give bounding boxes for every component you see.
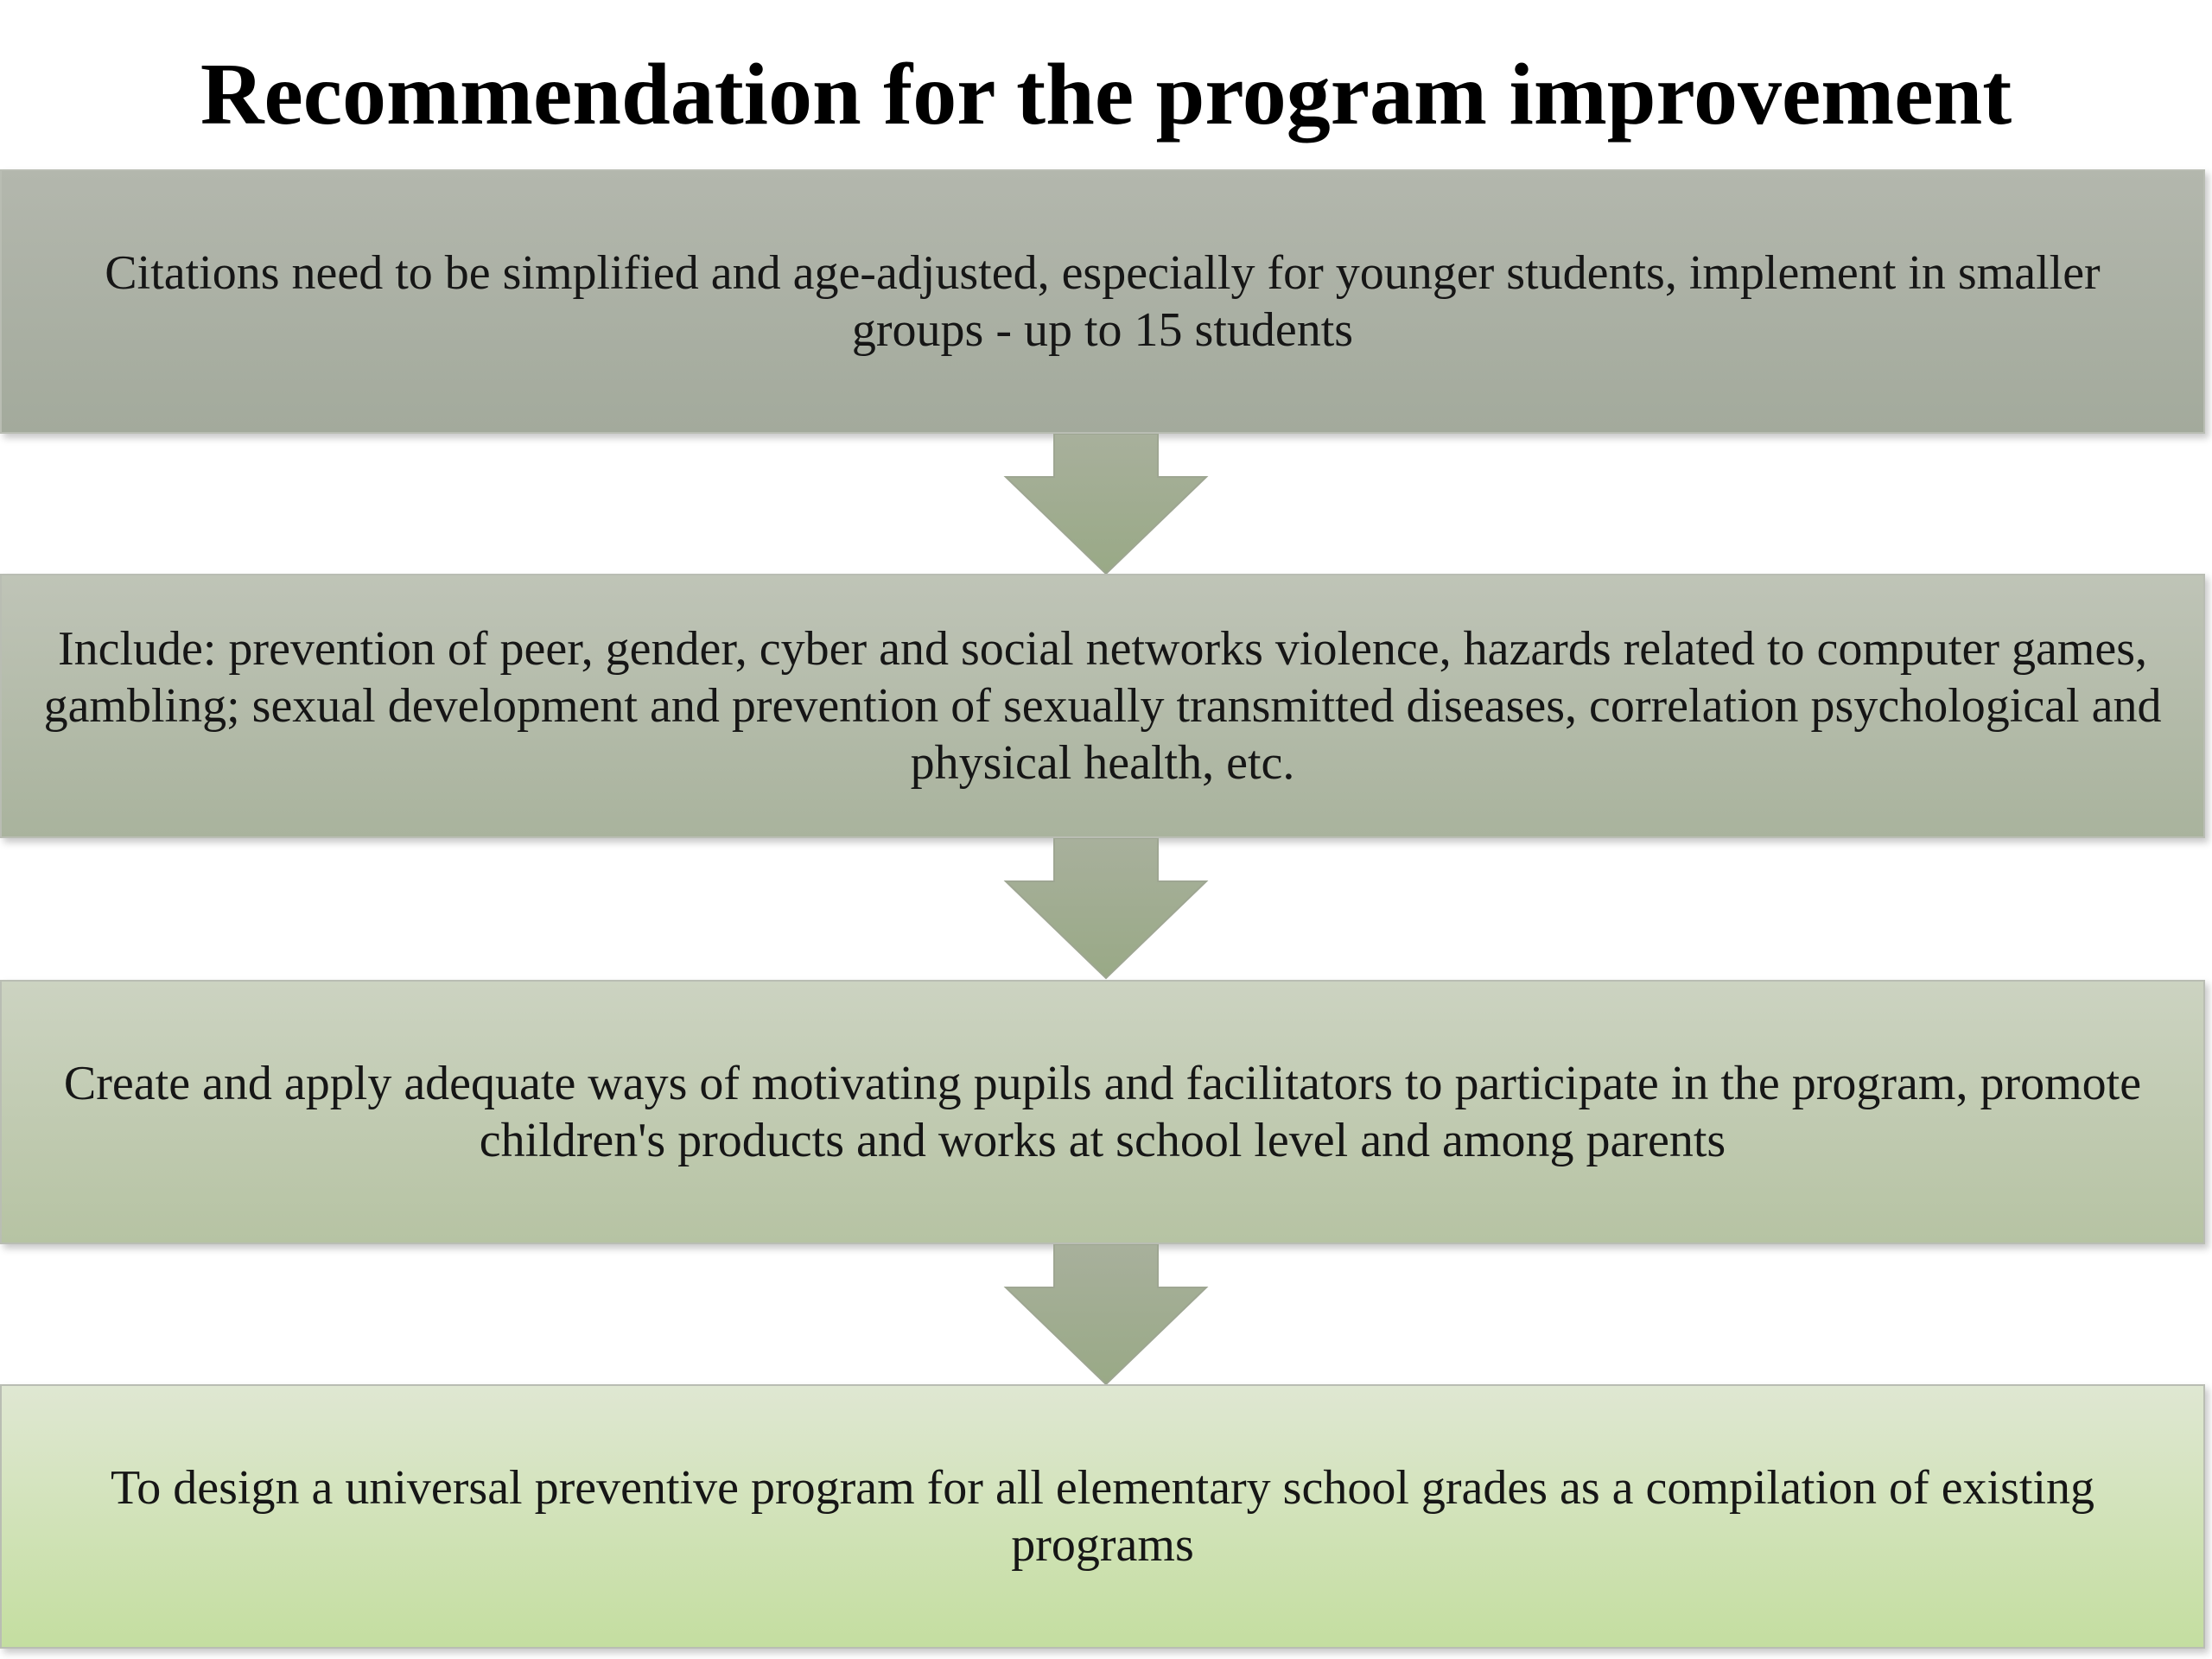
flow-step-2: [0, 574, 2205, 838]
flow-step-1: [0, 169, 2205, 434]
slide-title: Recommendation for the program improvement: [200, 46, 2012, 143]
down-arrow-2: [1002, 838, 1210, 982]
flow-step-4: [0, 1384, 2205, 1649]
down-arrow-3: [1002, 1244, 1210, 1388]
flow-step-3-text: Create and apply adequate ways of motivating pupils and facilitators to participate in the program, promote children's products and works at school level and among parents: [63, 1057, 2142, 1167]
flow-step-4-text: To design a universal preventive program for all elementary school grades as a compilation of existing programs: [110, 1461, 2095, 1572]
flow-step-3: [0, 980, 2205, 1244]
flow-step-1-text: Citations need to be simplified and age-adjusted, especially for younger students, implement in smaller groups - up to 15 students: [105, 246, 2101, 357]
down-arrow-1: [1002, 434, 1210, 577]
flow-step-2-text: Include: prevention of peer, gender, cyber and social networks violence, hazards related to computer games, gambling; sexual development and prevention of sexually transmitted diseases, correlation psychological and physical health, etc.: [43, 622, 2162, 790]
